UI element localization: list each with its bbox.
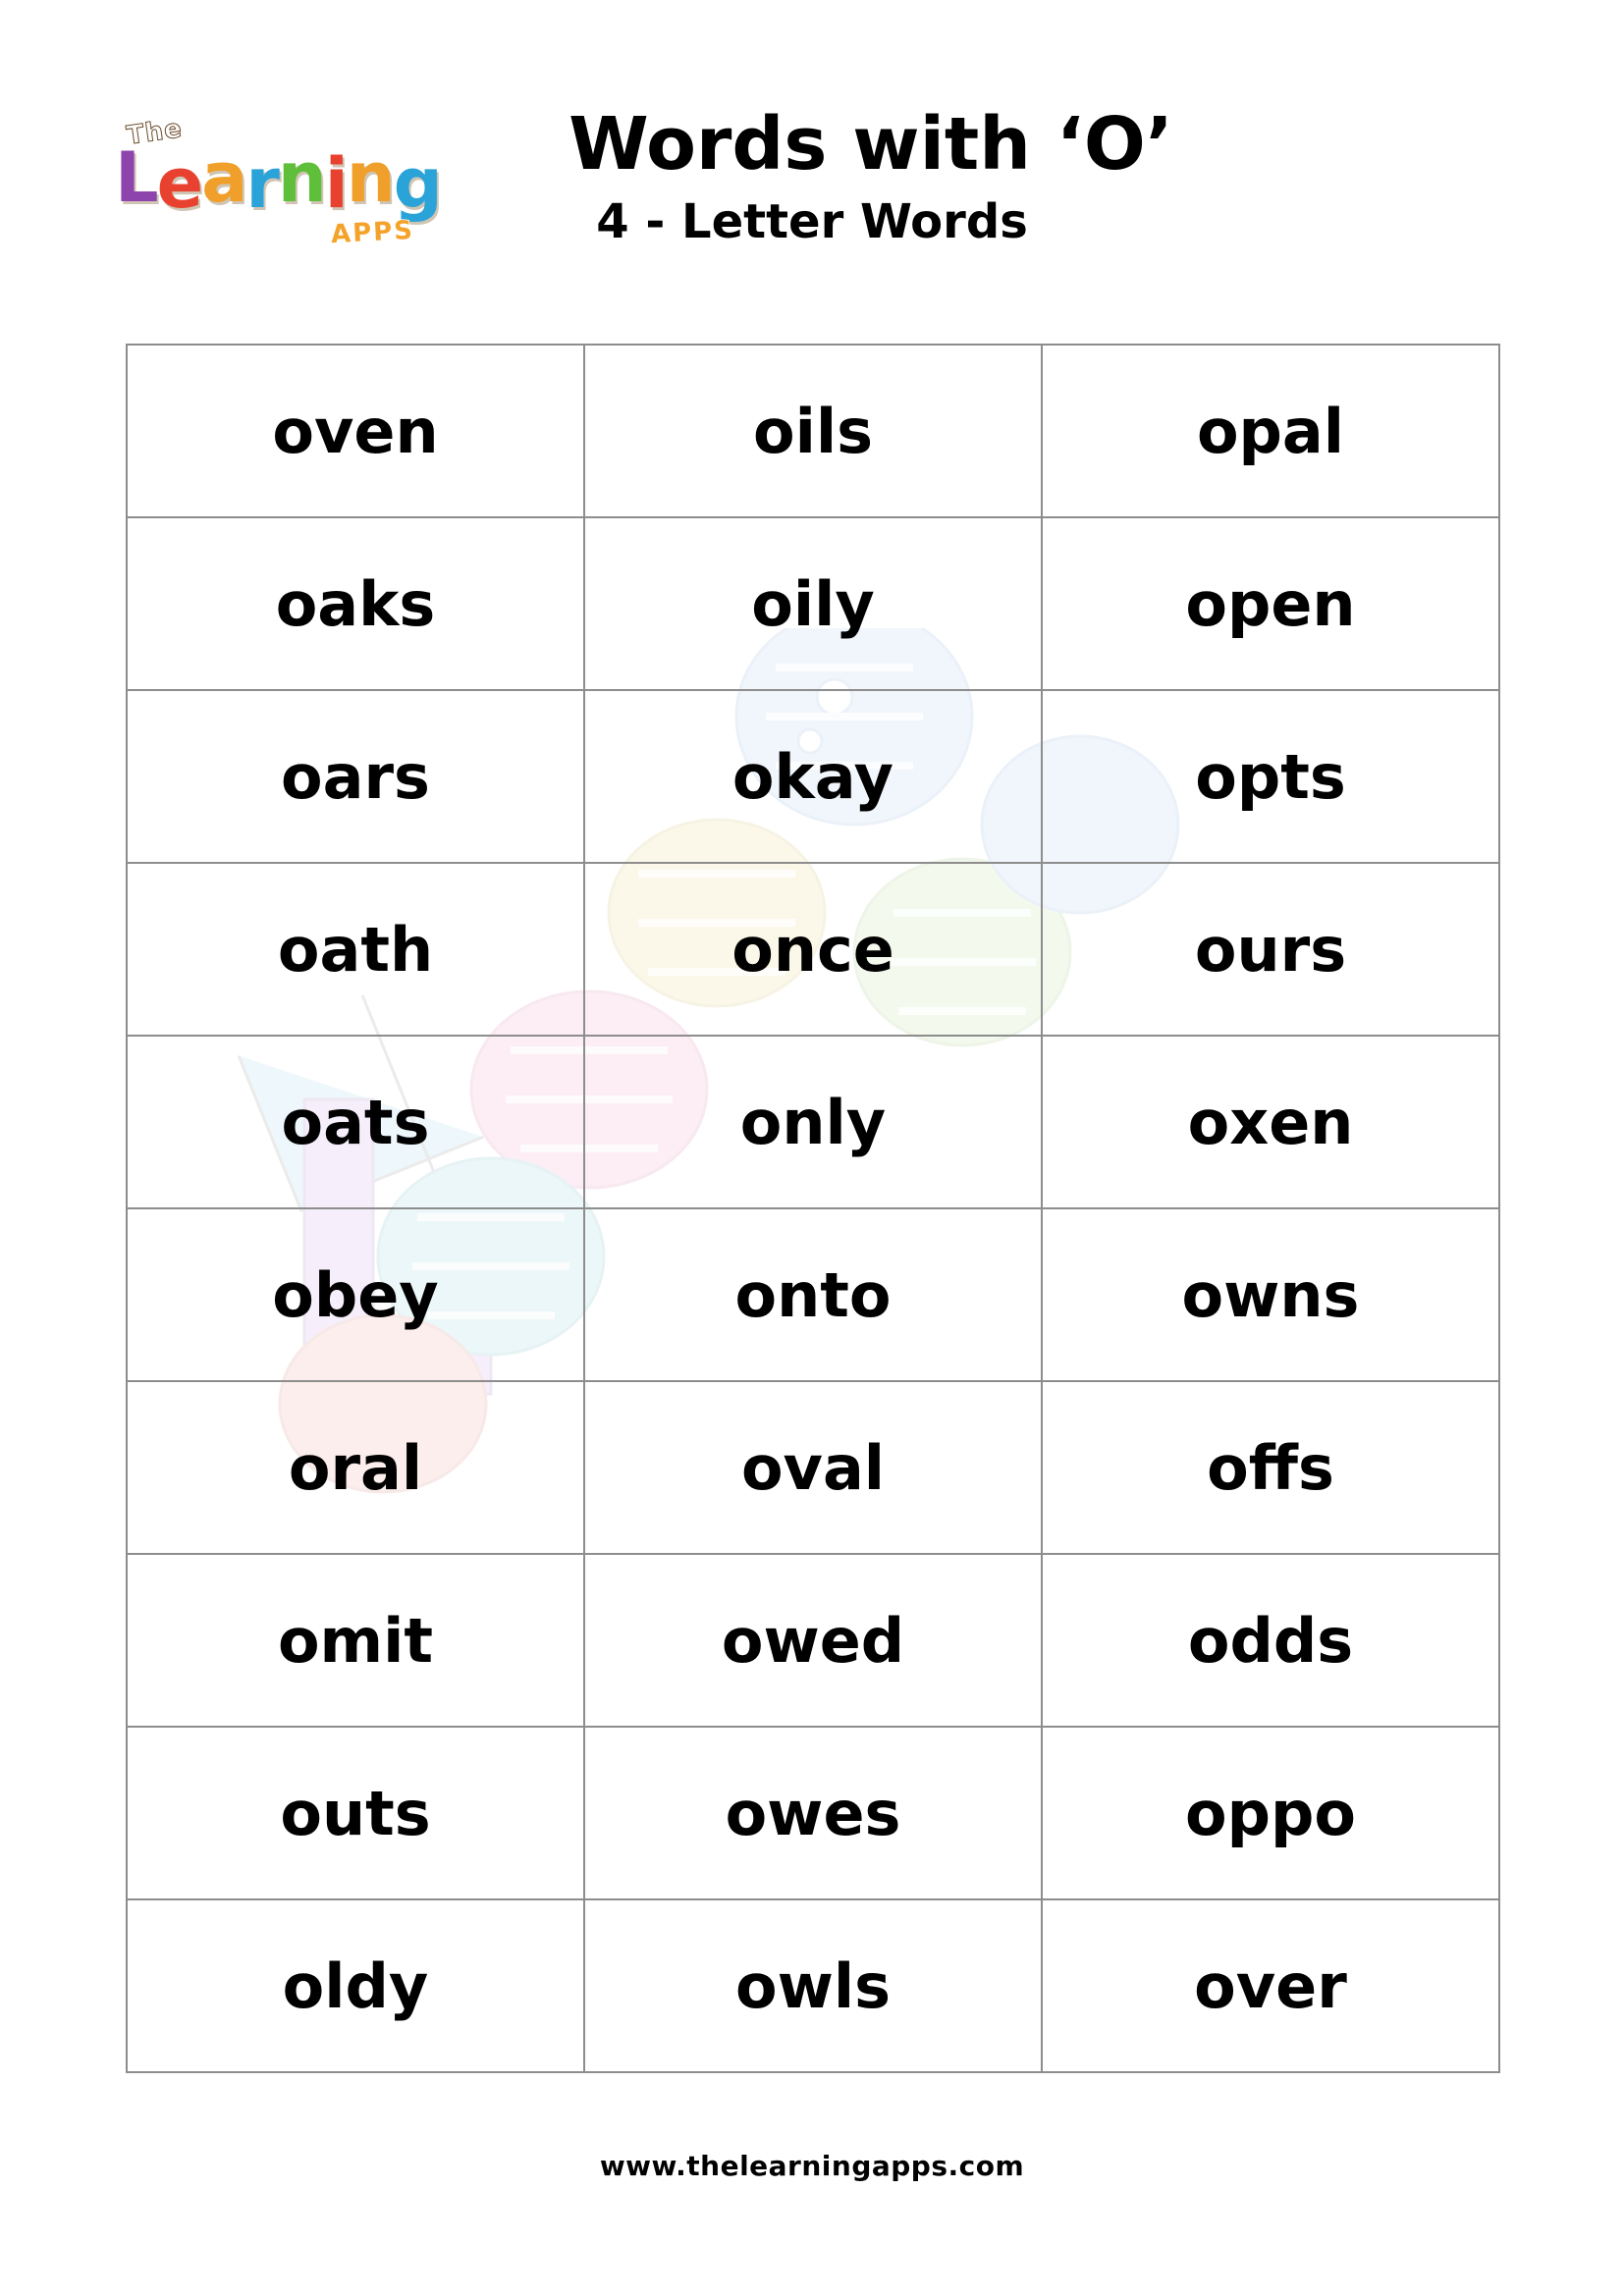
logo-apps-text: APPS <box>330 215 415 250</box>
word-cell: open <box>1042 517 1499 690</box>
words-table-container <box>126 344 1500 2073</box>
word-cell: oval <box>584 1381 1042 1554</box>
page-header <box>0 0 1624 250</box>
table-row <box>127 863 1499 1036</box>
table-row <box>127 345 1499 517</box>
word-cell: owns <box>1042 1208 1499 1381</box>
table-row <box>127 1208 1499 1381</box>
word-cell: oils <box>584 345 1042 517</box>
table-row <box>127 517 1499 690</box>
word-cell: only <box>584 1036 1042 1208</box>
word-cell: oral <box>127 1381 584 1554</box>
word-cell: oppo <box>1042 1727 1499 1899</box>
word-cell: opts <box>1042 690 1499 863</box>
footer-url: www.thelearningapps.com <box>599 2150 1025 2182</box>
word-cell: opal <box>1042 345 1499 517</box>
word-cell: oven <box>127 345 584 517</box>
logo-the-text: The <box>125 114 185 151</box>
word-cell: owes <box>584 1727 1042 1899</box>
table-row <box>127 1554 1499 1727</box>
table-row <box>127 1899 1499 2072</box>
word-cell: oats <box>127 1036 584 1208</box>
logo-wordmark: Learning <box>115 137 441 224</box>
word-cell: oldy <box>127 1899 584 2072</box>
word-cell: oars <box>127 690 584 863</box>
word-cell: outs <box>127 1727 584 1899</box>
word-cell: owed <box>584 1554 1042 1727</box>
word-cell: oaks <box>127 517 584 690</box>
table-row <box>127 690 1499 863</box>
word-cell: okay <box>584 690 1042 863</box>
word-cell: oily <box>584 517 1042 690</box>
word-cell: oath <box>127 863 584 1036</box>
page-subtitle: 4 - Letter Words <box>596 194 1028 249</box>
words-table <box>126 344 1500 2073</box>
word-cell: once <box>584 863 1042 1036</box>
table-row <box>127 1036 1499 1208</box>
table-row <box>127 1727 1499 1899</box>
word-cell: odds <box>1042 1554 1499 1727</box>
word-cell: ours <box>1042 863 1499 1036</box>
page-title: Words with ‘O’ <box>568 102 1173 187</box>
word-cell: over <box>1042 1899 1499 2072</box>
learning-apps-logo <box>103 116 486 253</box>
word-cell: owls <box>584 1899 1042 2072</box>
word-cell: offs <box>1042 1381 1499 1554</box>
word-cell: onto <box>584 1208 1042 1381</box>
table-row <box>127 1381 1499 1554</box>
word-cell: oxen <box>1042 1036 1499 1208</box>
word-cell: obey <box>127 1208 584 1381</box>
word-cell: omit <box>127 1554 584 1727</box>
